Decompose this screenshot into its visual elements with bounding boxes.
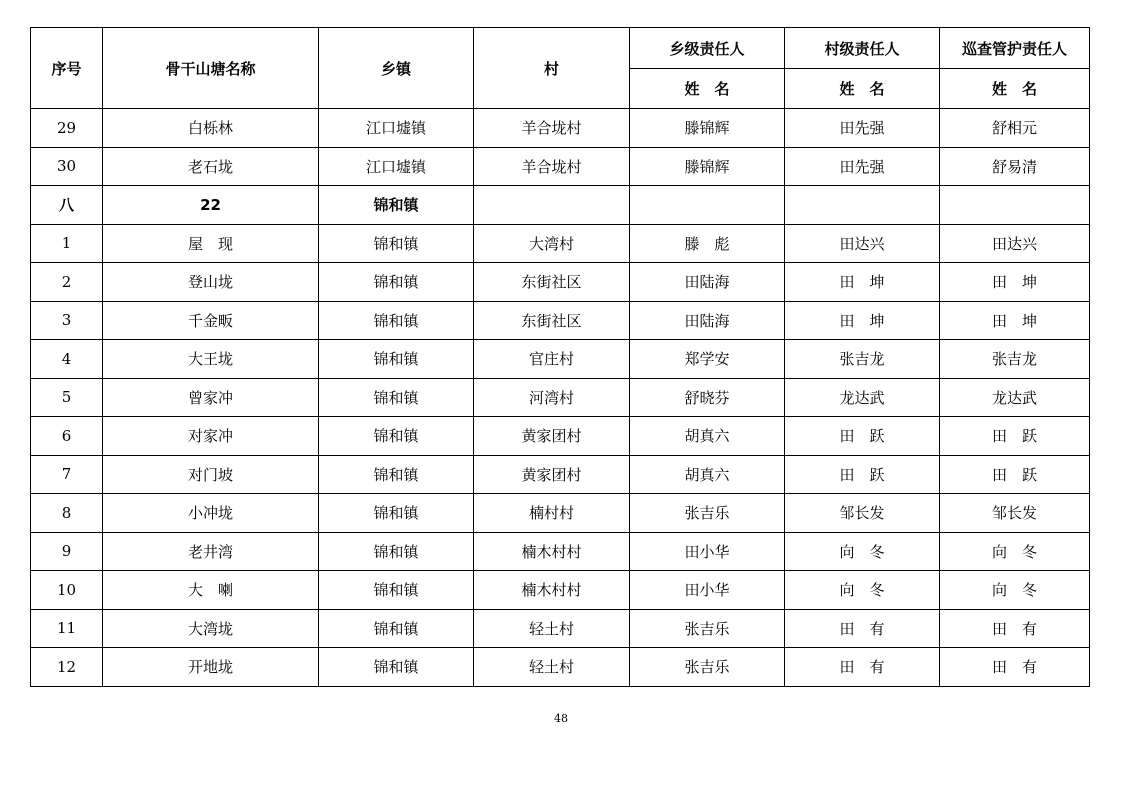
table-body [31,109,1090,687]
cell-village-responsible: 田 坤 [785,301,940,340]
cell-patrol-responsible: 舒相元 [940,109,1090,148]
cell-patrol-responsible: 田达兴 [940,224,1090,263]
cell-index: 30 [31,147,103,186]
cell-index: 10 [31,571,103,610]
cell-village-responsible: 向 冬 [785,571,940,610]
cell-patrol-responsible: 邹长发 [940,494,1090,533]
cell-village-responsible: 邹长发 [785,494,940,533]
cell-village-responsible: 田 坤 [785,263,940,302]
cell-village: 楠木村村 [474,571,630,610]
cell-village: 黄家团村 [474,417,630,456]
subheader-name: 姓 名 [940,69,1090,109]
cell-village: 大湾村 [474,224,630,263]
header-township: 乡镇 [319,28,474,109]
table-row [31,417,1090,456]
header-village: 村 [474,28,630,109]
cell-township: 锦和镇 [319,571,474,610]
cell-township-responsible: 滕 彪 [630,224,785,263]
section-row [31,186,1090,225]
cell-index: 29 [31,109,103,148]
cell-patrol-responsible: 田 跃 [940,455,1090,494]
cell-index: 8 [31,494,103,533]
cell-village-responsible: 田先强 [785,109,940,148]
cell-pond-name: 开地垅 [103,648,319,687]
cell-patrol-responsible: 张吉龙 [940,340,1090,379]
cell-village: 羊合垅村 [474,147,630,186]
cell-township: 江口墟镇 [319,109,474,148]
cell-village-responsible: 向 冬 [785,532,940,571]
table-row [31,301,1090,340]
cell-pond-name: 老石垅 [103,147,319,186]
cell-village: 黄家团村 [474,455,630,494]
cell-township: 锦和镇 [319,340,474,379]
cell-pond-name: 大湾垅 [103,609,319,648]
cell-township: 锦和镇 [319,609,474,648]
cell-township: 锦和镇 [319,224,474,263]
cell-index: 7 [31,455,103,494]
cell-township: 锦和镇 [319,301,474,340]
cell-village: 楠木村村 [474,532,630,571]
cell-township-responsible [630,186,785,225]
page-number: 48 [554,712,568,725]
cell-index: 4 [31,340,103,379]
cell-township-responsible: 张吉乐 [630,648,785,687]
cell-township-responsible: 郑学安 [630,340,785,379]
cell-index: 12 [31,648,103,687]
table-row [31,340,1090,379]
table-row [31,571,1090,610]
cell-pond-name: 对门坡 [103,455,319,494]
cell-patrol-responsible: 向 冬 [940,532,1090,571]
subheader-name: 姓 名 [630,69,785,109]
cell-patrol-responsible: 舒易清 [940,147,1090,186]
cell-township: 锦和镇 [319,648,474,687]
cell-pond-name: 大王垅 [103,340,319,379]
cell-pond-name: 曾家冲 [103,378,319,417]
header-pond-name: 骨干山塘名称 [103,28,319,109]
cell-index: 2 [31,263,103,302]
cell-patrol-responsible: 田 跃 [940,417,1090,456]
cell-village-responsible: 田 跃 [785,455,940,494]
cell-patrol-responsible [940,186,1090,225]
cell-pond-name: 22 [103,186,319,225]
cell-index: 6 [31,417,103,456]
cell-pond-name: 对家冲 [103,417,319,456]
header-index: 序号 [31,28,103,109]
cell-patrol-responsible: 龙达武 [940,378,1090,417]
cell-township: 江口墟镇 [319,147,474,186]
header-patrol-responsible: 巡查管护责任人 [940,28,1090,69]
cell-township-responsible: 田小华 [630,532,785,571]
cell-township-responsible: 滕锦辉 [630,147,785,186]
table-row [31,147,1090,186]
cell-village-responsible: 田 有 [785,609,940,648]
cell-pond-name: 老井湾 [103,532,319,571]
cell-township: 锦和镇 [319,455,474,494]
cell-village: 楠村村 [474,494,630,533]
cell-township-responsible: 张吉乐 [630,609,785,648]
table-row [31,648,1090,687]
cell-village-responsible: 田 跃 [785,417,940,456]
cell-township: 锦和镇 [319,532,474,571]
table-row [31,224,1090,263]
cell-index: 1 [31,224,103,263]
cell-village: 河湾村 [474,378,630,417]
table-row [31,609,1090,648]
cell-patrol-responsible: 田 坤 [940,301,1090,340]
cell-township-responsible: 田陆海 [630,301,785,340]
cell-township: 锦和镇 [319,494,474,533]
cell-patrol-responsible: 田 有 [940,609,1090,648]
cell-pond-name: 屋 现 [103,224,319,263]
cell-pond-name: 千金畈 [103,301,319,340]
cell-pond-name: 小冲垅 [103,494,319,533]
cell-pond-name: 大 喇 [103,571,319,610]
cell-index: 八 [31,186,103,225]
subheader-name: 姓 名 [785,69,940,109]
cell-village-responsible: 张吉龙 [785,340,940,379]
cell-pond-name: 白栎林 [103,109,319,148]
cell-index: 11 [31,609,103,648]
cell-township: 锦和镇 [319,186,474,225]
cell-patrol-responsible: 向 冬 [940,571,1090,610]
cell-township: 锦和镇 [319,378,474,417]
cell-village-responsible: 龙达武 [785,378,940,417]
table-row [31,532,1090,571]
cell-village-responsible: 田达兴 [785,224,940,263]
cell-village: 羊合垅村 [474,109,630,148]
cell-village: 东街社区 [474,263,630,302]
cell-village: 轻土村 [474,648,630,687]
cell-township-responsible: 舒晓芬 [630,378,785,417]
cell-township: 锦和镇 [319,263,474,302]
cell-index: 9 [31,532,103,571]
cell-village-responsible: 田 有 [785,648,940,687]
header-village-responsible: 村级责任人 [785,28,940,69]
cell-township-responsible: 胡真六 [630,417,785,456]
cell-pond-name: 登山垅 [103,263,319,302]
table-row [31,494,1090,533]
cell-patrol-responsible: 田 坤 [940,263,1090,302]
cell-township-responsible: 田陆海 [630,263,785,302]
cell-village-responsible [785,186,940,225]
cell-village: 轻土村 [474,609,630,648]
cell-village: 官庄村 [474,340,630,379]
cell-township-responsible: 胡真六 [630,455,785,494]
cell-township-responsible: 田小华 [630,571,785,610]
table-row [31,378,1090,417]
header-township-responsible: 乡级责任人 [630,28,785,69]
table-row [31,455,1090,494]
cell-patrol-responsible: 田 有 [940,648,1090,687]
table-row [31,109,1090,148]
cell-village: 东街社区 [474,301,630,340]
cell-township-responsible: 滕锦辉 [630,109,785,148]
cell-township-responsible: 张吉乐 [630,494,785,533]
responsibility-table [30,27,1090,687]
cell-township: 锦和镇 [319,417,474,456]
cell-index: 5 [31,378,103,417]
cell-village-responsible: 田先强 [785,147,940,186]
cell-index: 3 [31,301,103,340]
table-row [31,263,1090,302]
cell-village [474,186,630,225]
